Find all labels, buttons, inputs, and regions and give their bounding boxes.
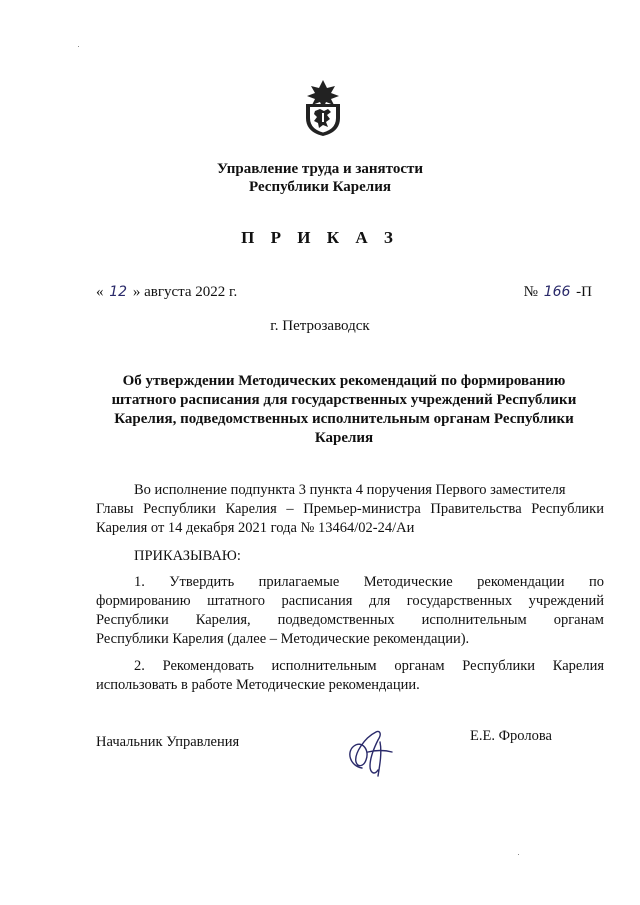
order-word bbox=[96, 547, 604, 566]
org-name-line1: Управление труда и занятости bbox=[216, 161, 424, 177]
scan-speck bbox=[518, 854, 519, 855]
order-subject bbox=[104, 372, 584, 448]
preamble-line: Во исполнение подпункта 3 пункта 4 поручения Первого заместителя bbox=[134, 482, 566, 498]
number-handwritten: 166 bbox=[543, 284, 571, 300]
item-1-line: Республики Карелия (далее – Методические рекомендации). bbox=[96, 631, 470, 647]
signatory-position: Начальник Управления bbox=[96, 734, 240, 750]
date-day-handwritten: 12 bbox=[109, 284, 128, 300]
org-name-line2: Республики Карелия bbox=[249, 179, 391, 195]
item-1-line: формированию штатного расписания для государственных учреждений bbox=[96, 593, 604, 609]
subject-line: Карелия bbox=[314, 430, 374, 446]
subject-line: Карелия, подведомственных исполнительным органам Республики bbox=[114, 411, 574, 427]
item-2-line: использовать в работе Методические рекомендации. bbox=[96, 677, 420, 693]
order-word-text: ПРИКАЗЫВАЮ: bbox=[134, 548, 241, 564]
item-1-paragraph bbox=[96, 573, 604, 649]
date-month-year: » августа 2022 г. bbox=[132, 284, 238, 300]
number-sign: № bbox=[523, 284, 538, 300]
item-1-line: Республики Карелия, подведомственных исполнительным органам bbox=[96, 612, 604, 628]
preamble-paragraph bbox=[96, 481, 604, 538]
item-1-line: 1. Утвердить прилагаемые Методические рекомендации по bbox=[134, 574, 604, 590]
handwritten-signature bbox=[340, 722, 400, 782]
item-2-paragraph bbox=[96, 657, 604, 695]
item-2-line: 2. Рекомендовать исполнительным органам Республики Карелия bbox=[134, 658, 604, 674]
document-title: П Р И К А З bbox=[241, 228, 399, 247]
date-quote-open: « bbox=[96, 284, 104, 300]
subject-line: штатного расписания для государственных учреждений Республики bbox=[111, 392, 577, 408]
preamble-line: Главы Республики Карелия – Премьер-министра Правительства Республики bbox=[96, 501, 604, 517]
number-suffix: -П bbox=[576, 284, 592, 300]
karelia-coat-of-arms-icon bbox=[298, 78, 348, 138]
order-date bbox=[96, 284, 237, 301]
city: г. Петрозаводск bbox=[270, 318, 370, 334]
preamble-line: Карелия от 14 декабря 2021 года № 13464/02-24/Аи bbox=[96, 520, 415, 536]
order-number bbox=[524, 284, 592, 301]
signatory-name: Е.Е. Фролова bbox=[470, 728, 552, 744]
scan-speck bbox=[78, 46, 79, 47]
subject-line: Об утверждении Методических рекомендаций по формированию bbox=[122, 373, 566, 389]
